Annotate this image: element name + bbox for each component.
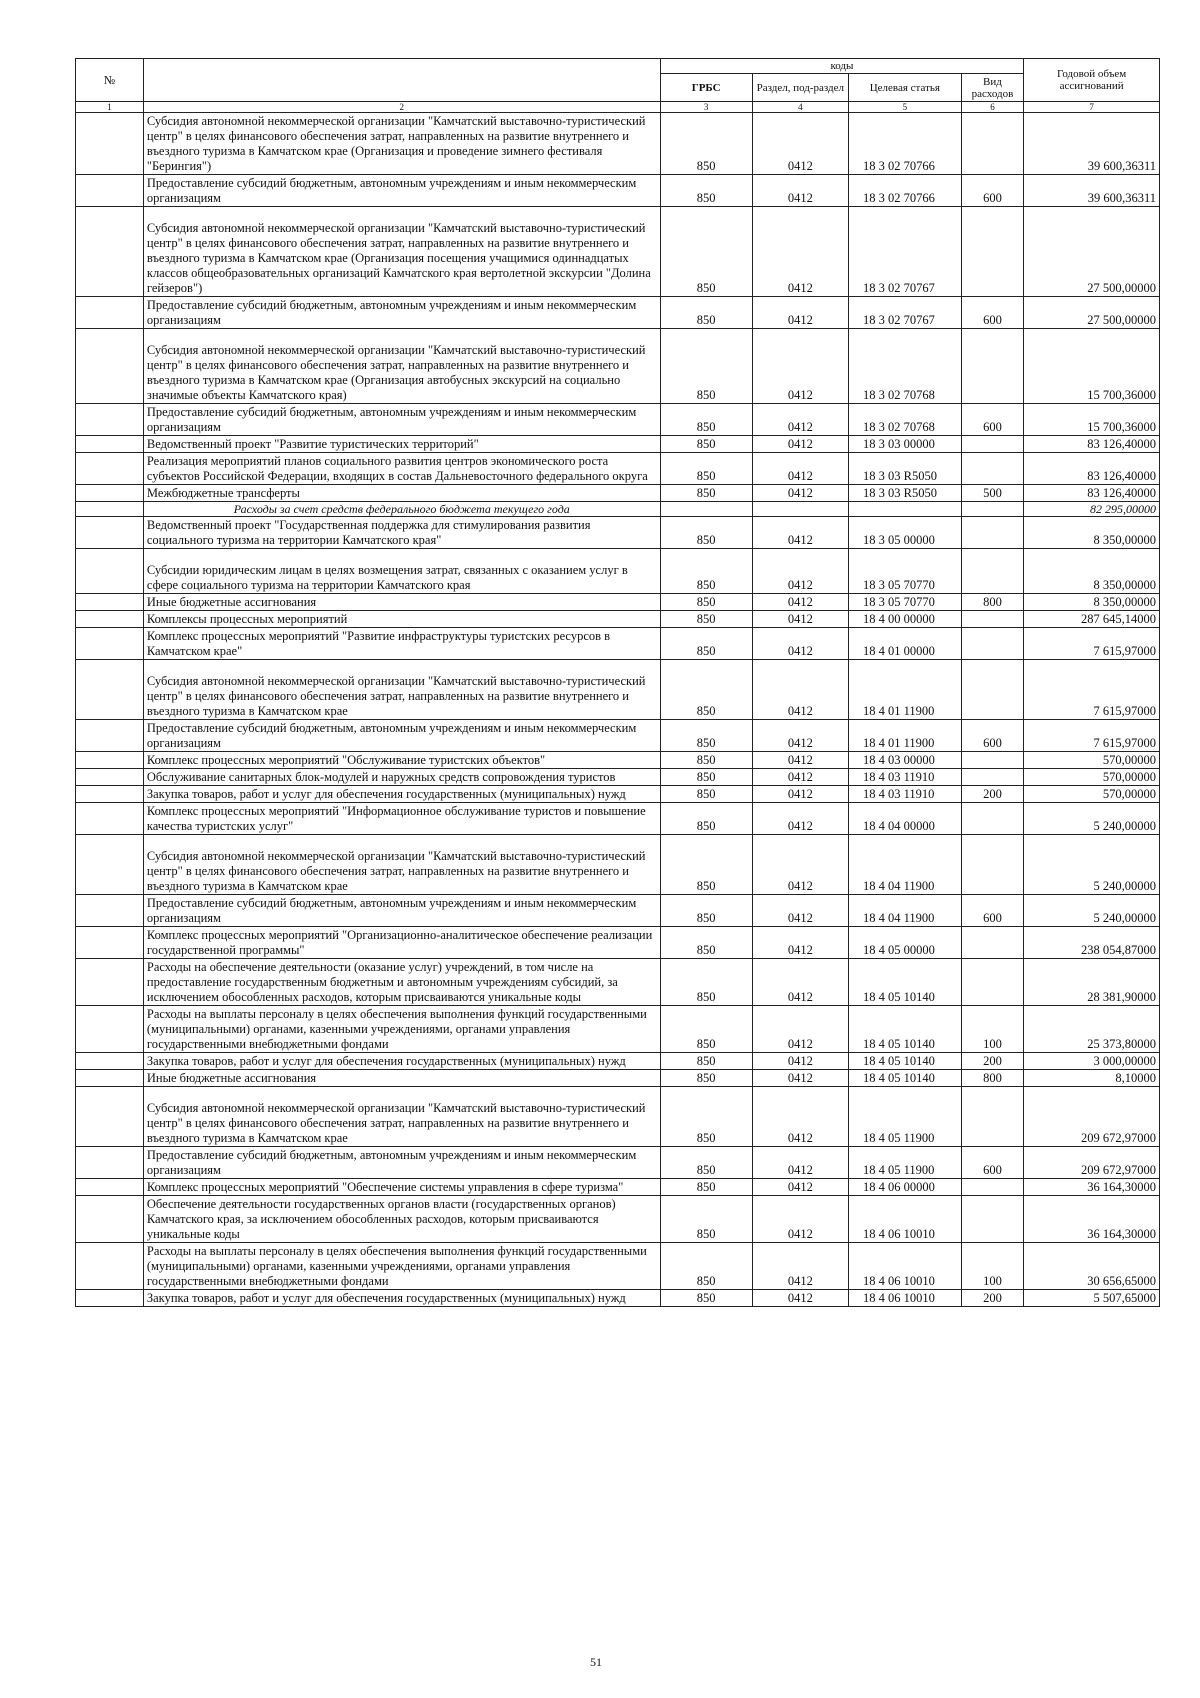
header-name-blank [143, 59, 660, 102]
row-amount-cell: 83 126,40000 [1024, 453, 1160, 485]
row-section-cell: 0412 [752, 1087, 848, 1147]
row-section-cell: 0412 [752, 1053, 848, 1070]
row-target-cell: 18 4 06 10010 [848, 1290, 961, 1307]
row-section-cell: 0412 [752, 594, 848, 611]
table-row [76, 1087, 1160, 1147]
row-name-cell: Субсидия автономной некоммерческой организации "Камчатский выставочно-туристический центр" в целях финансового обеспечения затрат, направленных на развитие внутреннего и въездного туризма в Камчатском крае (Организация автобусных экскурсий на социально значимые объекты Камчатского края) [143, 329, 660, 404]
row-expense-type-cell [961, 453, 1023, 485]
row-expense-type-cell: 600 [961, 404, 1023, 436]
table-row [76, 1006, 1160, 1053]
row-name-cell: Ведомственный проект "Государственная поддержка для стимулирования развития социального туризма на территории Камчатского края" [143, 517, 660, 549]
row-name-cell: Ведомственный проект "Развитие туристических территорий" [143, 436, 660, 453]
row-number-cell [76, 329, 144, 404]
row-grbs-cell: 850 [660, 1179, 752, 1196]
row-grbs-cell: 850 [660, 517, 752, 549]
header-column-numbers [76, 102, 1160, 113]
row-expense-type-cell: 800 [961, 1070, 1023, 1087]
row-expense-type-cell: 500 [961, 485, 1023, 502]
table-row [76, 786, 1160, 803]
row-section-cell: 0412 [752, 1179, 848, 1196]
row-grbs-cell: 850 [660, 835, 752, 895]
row-expense-type-cell [961, 752, 1023, 769]
row-amount-cell: 27 500,00000 [1024, 297, 1160, 329]
row-section-cell: 0412 [752, 752, 848, 769]
row-name-cell: Обслуживание санитарных блок-модулей и наружных средств сопровождения туристов [143, 769, 660, 786]
row-grbs-cell: 850 [660, 594, 752, 611]
row-target-cell: 18 3 03 00000 [848, 436, 961, 453]
row-target-cell: 18 4 05 10140 [848, 959, 961, 1006]
row-name-cell: Комплекс процессных мероприятий "Информационное обслуживание туристов и повышение качества туристских услуг" [143, 803, 660, 835]
budget-table-sheet [75, 58, 1160, 1307]
row-amount-cell: 570,00000 [1024, 769, 1160, 786]
row-name-cell: Предоставление субсидий бюджетным, автономным учреждениям и иным некоммерческим организациям [143, 404, 660, 436]
table-row [76, 1070, 1160, 1087]
row-name-cell: Предоставление субсидий бюджетным, автономным учреждениям и иным некоммерческим организациям [143, 175, 660, 207]
row-grbs-cell: 850 [660, 404, 752, 436]
row-target-cell: 18 3 02 70766 [848, 113, 961, 175]
row-amount-cell: 83 126,40000 [1024, 436, 1160, 453]
column-number: 2 [143, 102, 660, 113]
row-number-cell [76, 485, 144, 502]
row-section-cell: 0412 [752, 1243, 848, 1290]
row-name-cell: Реализация мероприятий планов социального развития центров экономического роста субъектов Российской Федерации, входящих в состав Дальневосточного федерального округа [143, 453, 660, 485]
row-target-cell: 18 3 02 70767 [848, 297, 961, 329]
row-expense-type-cell: 600 [961, 297, 1023, 329]
table-row [76, 927, 1160, 959]
row-number-cell [76, 959, 144, 1006]
header-target-article: Целевая статья [848, 74, 961, 102]
row-section-cell: 0412 [752, 1290, 848, 1307]
row-amount-cell: 15 700,36000 [1024, 404, 1160, 436]
row-grbs-cell: 850 [660, 436, 752, 453]
row-grbs-cell: 850 [660, 1006, 752, 1053]
row-amount-cell: 8 350,00000 [1024, 594, 1160, 611]
row-expense-type-cell [961, 1179, 1023, 1196]
row-number-cell [76, 594, 144, 611]
row-amount-cell: 209 672,97000 [1024, 1087, 1160, 1147]
table-row [76, 485, 1160, 502]
row-grbs-cell: 850 [660, 297, 752, 329]
table-row [76, 959, 1160, 1006]
row-target-cell: 18 4 05 10140 [848, 1053, 961, 1070]
row-grbs-cell: 850 [660, 803, 752, 835]
row-grbs-cell: 850 [660, 660, 752, 720]
row-target-cell: 18 4 04 11900 [848, 835, 961, 895]
row-grbs-cell [660, 502, 752, 517]
row-grbs-cell: 850 [660, 1147, 752, 1179]
row-amount-cell: 30 656,65000 [1024, 1243, 1160, 1290]
row-section-cell: 0412 [752, 453, 848, 485]
row-name-cell: Комплексы процессных мероприятий [143, 611, 660, 628]
table-row [76, 1243, 1160, 1290]
column-number: 1 [76, 102, 144, 113]
row-amount-cell: 5 507,65000 [1024, 1290, 1160, 1307]
row-expense-type-cell [961, 835, 1023, 895]
row-expense-type-cell [961, 113, 1023, 175]
row-number-cell [76, 1243, 144, 1290]
row-amount-cell: 7 615,97000 [1024, 720, 1160, 752]
header-section: Раздел, под-раздел [752, 74, 848, 102]
row-target-cell: 18 4 06 00000 [848, 1179, 961, 1196]
row-section-cell: 0412 [752, 1070, 848, 1087]
row-target-cell: 18 3 02 70766 [848, 175, 961, 207]
row-expense-type-cell [961, 1196, 1023, 1243]
row-section-cell: 0412 [752, 549, 848, 594]
row-target-cell: 18 4 01 00000 [848, 628, 961, 660]
header-grbs: ГРБС [660, 74, 752, 102]
table-row [76, 660, 1160, 720]
row-target-cell: 18 4 05 10140 [848, 1006, 961, 1053]
row-name-cell: Комплекс процессных мероприятий "Развитие инфраструктуры туристских ресурсов в Камчатском крае" [143, 628, 660, 660]
row-grbs-cell: 850 [660, 628, 752, 660]
row-amount-cell: 238 054,87000 [1024, 927, 1160, 959]
row-amount-cell: 7 615,97000 [1024, 628, 1160, 660]
row-number-cell [76, 895, 144, 927]
table-row [76, 803, 1160, 835]
row-amount-cell: 5 240,00000 [1024, 835, 1160, 895]
table-row [76, 207, 1160, 297]
row-number-cell [76, 1006, 144, 1053]
table-row [76, 1147, 1160, 1179]
row-target-cell: 18 3 05 70770 [848, 594, 961, 611]
row-expense-type-cell [961, 628, 1023, 660]
row-expense-type-cell [961, 769, 1023, 786]
row-number-cell [76, 436, 144, 453]
row-number-cell [76, 297, 144, 329]
row-name-cell: Закупка товаров, работ и услуг для обеспечения государственных (муниципальных) нужд [143, 1290, 660, 1307]
row-target-cell: 18 3 05 70770 [848, 549, 961, 594]
row-expense-type-cell: 600 [961, 175, 1023, 207]
row-section-cell: 0412 [752, 660, 848, 720]
table-row [76, 329, 1160, 404]
row-grbs-cell: 850 [660, 769, 752, 786]
row-number-cell [76, 720, 144, 752]
row-number-cell [76, 1196, 144, 1243]
row-target-cell: 18 4 05 10140 [848, 1070, 961, 1087]
row-expense-type-cell: 200 [961, 1290, 1023, 1307]
row-name-cell: Закупка товаров, работ и услуг для обеспечения государственных (муниципальных) нужд [143, 786, 660, 803]
row-section-cell: 0412 [752, 485, 848, 502]
row-number-cell [76, 611, 144, 628]
row-amount-cell: 5 240,00000 [1024, 895, 1160, 927]
table-row [76, 517, 1160, 549]
row-name-cell: Субсидия автономной некоммерческой организации "Камчатский выставочно-туристический центр" в целях финансового обеспечения затрат, направленных на развитие внутреннего и въездного туризма в Камчатском крае (Организация посещения учащимися одиннадцатых классов общеобразовательных организаций Камчатского края вертолетной экскурсии "Долина гейзеров") [143, 207, 660, 297]
row-amount-cell: 15 700,36000 [1024, 329, 1160, 404]
table-row [76, 175, 1160, 207]
row-expense-type-cell: 800 [961, 594, 1023, 611]
row-expense-type-cell [961, 803, 1023, 835]
row-number-cell [76, 786, 144, 803]
row-grbs-cell: 850 [660, 1196, 752, 1243]
row-section-cell [752, 502, 848, 517]
table-row [76, 720, 1160, 752]
row-number-cell [76, 1179, 144, 1196]
row-amount-cell: 7 615,97000 [1024, 660, 1160, 720]
row-grbs-cell: 850 [660, 786, 752, 803]
table-row [76, 1179, 1160, 1196]
row-target-cell: 18 4 05 11900 [848, 1087, 961, 1147]
row-section-cell: 0412 [752, 927, 848, 959]
row-amount-cell: 287 645,14000 [1024, 611, 1160, 628]
row-name-cell: Предоставление субсидий бюджетным, автономным учреждениям и иным некоммерческим организациям [143, 895, 660, 927]
row-section-cell: 0412 [752, 769, 848, 786]
row-target-cell: 18 4 03 11910 [848, 769, 961, 786]
row-target-cell: 18 3 03 R5050 [848, 453, 961, 485]
row-name-cell: Предоставление субсидий бюджетным, автономным учреждениям и иным некоммерческим организациям [143, 720, 660, 752]
row-expense-type-cell [961, 549, 1023, 594]
row-number-cell [76, 1290, 144, 1307]
table-row [76, 113, 1160, 175]
row-name-cell: Расходы за счет средств федерального бюджета текущего года [143, 502, 660, 517]
row-expense-type-cell [961, 502, 1023, 517]
row-name-cell: Комплекс процессных мероприятий "Обеспечение системы управления в сфере туризма" [143, 1179, 660, 1196]
table-row [76, 895, 1160, 927]
row-number-cell [76, 113, 144, 175]
column-number: 6 [961, 102, 1023, 113]
row-grbs-cell: 850 [660, 611, 752, 628]
table-row [76, 436, 1160, 453]
row-section-cell: 0412 [752, 207, 848, 297]
row-name-cell: Субсидия автономной некоммерческой организации "Камчатский выставочно-туристический центр" в целях финансового обеспечения затрат, направленных на развитие внутреннего и въездного туризма в Камчатском крае (Организация и проведение зимнего фестиваля "Берингия") [143, 113, 660, 175]
row-section-cell: 0412 [752, 297, 848, 329]
row-section-cell: 0412 [752, 720, 848, 752]
row-amount-cell: 5 240,00000 [1024, 803, 1160, 835]
table-row [76, 297, 1160, 329]
table-row [76, 835, 1160, 895]
row-expense-type-cell: 600 [961, 895, 1023, 927]
row-number-cell [76, 1147, 144, 1179]
row-expense-type-cell: 200 [961, 1053, 1023, 1070]
row-grbs-cell: 850 [660, 959, 752, 1006]
row-expense-type-cell [961, 207, 1023, 297]
row-amount-cell: 570,00000 [1024, 752, 1160, 769]
row-section-cell: 0412 [752, 835, 848, 895]
table-row [76, 628, 1160, 660]
row-name-cell: Субсидия автономной некоммерческой организации "Камчатский выставочно-туристический центр" в целях финансового обеспечения затрат, направленных на развитие внутреннего и въездного туризма в Камчатском крае [143, 835, 660, 895]
table-row [76, 1196, 1160, 1243]
row-number-cell [76, 549, 144, 594]
row-number-cell [76, 927, 144, 959]
row-target-cell: 18 4 05 11900 [848, 1147, 961, 1179]
row-section-cell: 0412 [752, 404, 848, 436]
budget-table [75, 58, 1160, 1307]
row-section-cell: 0412 [752, 959, 848, 1006]
row-grbs-cell: 850 [660, 927, 752, 959]
row-number-cell [76, 502, 144, 517]
row-number-cell [76, 175, 144, 207]
row-grbs-cell: 850 [660, 1070, 752, 1087]
row-grbs-cell: 850 [660, 1053, 752, 1070]
row-target-cell: 18 4 04 11900 [848, 895, 961, 927]
row-grbs-cell: 850 [660, 549, 752, 594]
row-expense-type-cell [961, 660, 1023, 720]
table-row [76, 769, 1160, 786]
row-name-cell: Расходы на выплаты персоналу в целях обеспечения выполнения функций государственными (муниципальными) органами, казенными учреждениями, органами управления государственными внебюджетными фондами [143, 1006, 660, 1053]
row-grbs-cell: 850 [660, 752, 752, 769]
row-number-cell [76, 207, 144, 297]
row-expense-type-cell [961, 611, 1023, 628]
row-number-cell [76, 404, 144, 436]
row-name-cell: Расходы на выплаты персоналу в целях обеспечения выполнения функций государственными (муниципальными) органами, казенными учреждениями, органами управления государственными внебюджетными фондами [143, 1243, 660, 1290]
row-number-cell [76, 660, 144, 720]
row-target-cell: 18 4 05 00000 [848, 927, 961, 959]
row-target-cell: 18 3 02 70767 [848, 207, 961, 297]
row-section-cell: 0412 [752, 1196, 848, 1243]
row-name-cell: Субсидия автономной некоммерческой организации "Камчатский выставочно-туристический центр" в целях финансового обеспечения затрат, направленных на развитие внутреннего и въездного туризма в Камчатском крае [143, 1087, 660, 1147]
row-amount-cell: 27 500,00000 [1024, 207, 1160, 297]
page-number: 51 [590, 1655, 602, 1669]
row-name-cell: Субсидии юридическим лицам в целях возмещения затрат, связанных с оказанием услуг в сфере социального туризма на территории Камчатского края [143, 549, 660, 594]
row-expense-type-cell: 100 [961, 1006, 1023, 1053]
row-target-cell: 18 4 01 11900 [848, 660, 961, 720]
row-number-cell [76, 769, 144, 786]
row-grbs-cell: 850 [660, 895, 752, 927]
row-section-cell: 0412 [752, 113, 848, 175]
row-number-cell [76, 752, 144, 769]
row-name-cell: Обеспечение деятельности государственных органов власти (государственных органов) Камчатского края, за исключением обособленных расходов, которым присваиваются уникальные коды [143, 1196, 660, 1243]
row-amount-cell: 39 600,36311 [1024, 113, 1160, 175]
row-name-cell: Закупка товаров, работ и услуг для обеспечения государственных (муниципальных) нужд [143, 1053, 660, 1070]
table-row [76, 611, 1160, 628]
row-number-cell [76, 517, 144, 549]
row-name-cell: Предоставление субсидий бюджетным, автономным учреждениям и иным некоммерческим организациям [143, 297, 660, 329]
row-expense-type-cell: 200 [961, 786, 1023, 803]
column-number: 5 [848, 102, 961, 113]
row-target-cell: 18 4 03 00000 [848, 752, 961, 769]
row-target-cell: 18 4 03 11910 [848, 786, 961, 803]
row-amount-cell: 209 672,97000 [1024, 1147, 1160, 1179]
row-amount-cell: 8 350,00000 [1024, 517, 1160, 549]
row-section-cell: 0412 [752, 517, 848, 549]
column-number: 3 [660, 102, 752, 113]
row-target-cell [848, 502, 961, 517]
row-amount-cell: 570,00000 [1024, 786, 1160, 803]
row-name-cell: Межбюджетные трансферты [143, 485, 660, 502]
row-grbs-cell: 850 [660, 1290, 752, 1307]
row-expense-type-cell [961, 436, 1023, 453]
table-row [76, 1290, 1160, 1307]
row-expense-type-cell [961, 927, 1023, 959]
row-expense-type-cell [961, 517, 1023, 549]
row-number-cell [76, 628, 144, 660]
row-number-cell [76, 803, 144, 835]
row-section-cell: 0412 [752, 895, 848, 927]
row-grbs-cell: 850 [660, 720, 752, 752]
row-expense-type-cell [961, 959, 1023, 1006]
row-grbs-cell: 850 [660, 1087, 752, 1147]
row-amount-cell: 8,10000 [1024, 1070, 1160, 1087]
row-amount-cell: 25 373,80000 [1024, 1006, 1160, 1053]
row-number-cell [76, 1087, 144, 1147]
row-section-cell: 0412 [752, 1006, 848, 1053]
row-amount-cell: 83 126,40000 [1024, 485, 1160, 502]
row-target-cell: 18 4 04 00000 [848, 803, 961, 835]
row-amount-cell: 3 000,00000 [1024, 1053, 1160, 1070]
table-row [76, 404, 1160, 436]
row-name-cell: Иные бюджетные ассигнования [143, 1070, 660, 1087]
row-expense-type-cell: 100 [961, 1243, 1023, 1290]
row-section-cell: 0412 [752, 175, 848, 207]
row-grbs-cell: 850 [660, 485, 752, 502]
row-name-cell: Субсидия автономной некоммерческой организации "Камчатский выставочно-туристический центр" в целях финансового обеспечения затрат, направленных на развитие внутреннего и въездного туризма в Камчатском крае [143, 660, 660, 720]
row-number-cell [76, 1053, 144, 1070]
row-section-cell: 0412 [752, 329, 848, 404]
row-section-cell: 0412 [752, 786, 848, 803]
header-annual-volume: Годовой объем ассигнований [1024, 59, 1160, 102]
row-expense-type-cell [961, 329, 1023, 404]
row-number-cell [76, 453, 144, 485]
table-row [76, 453, 1160, 485]
row-grbs-cell: 850 [660, 1243, 752, 1290]
table-row [76, 1053, 1160, 1070]
row-section-cell: 0412 [752, 436, 848, 453]
row-target-cell: 18 4 01 11900 [848, 720, 961, 752]
table-row [76, 502, 1160, 517]
row-target-cell: 18 3 02 70768 [848, 329, 961, 404]
table-row [76, 594, 1160, 611]
header-number: № [76, 59, 144, 102]
row-section-cell: 0412 [752, 1147, 848, 1179]
row-grbs-cell: 850 [660, 329, 752, 404]
row-target-cell: 18 3 02 70768 [848, 404, 961, 436]
row-expense-type-cell [961, 1087, 1023, 1147]
row-expense-type-cell: 600 [961, 720, 1023, 752]
row-name-cell: Расходы на обеспечение деятельности (оказание услуг) учреждений, в том числе на предоставление государственным бюджетным и автономным учреждениям субсидий, за исключением обособленных расходов, которым присваиваются уникальные коды [143, 959, 660, 1006]
row-section-cell: 0412 [752, 628, 848, 660]
table-row [76, 752, 1160, 769]
row-target-cell: 18 4 06 10010 [848, 1243, 961, 1290]
row-amount-cell: 28 381,90000 [1024, 959, 1160, 1006]
row-expense-type-cell: 600 [961, 1147, 1023, 1179]
row-target-cell: 18 3 03 R5050 [848, 485, 961, 502]
row-section-cell: 0412 [752, 611, 848, 628]
row-amount-cell: 8 350,00000 [1024, 549, 1160, 594]
row-amount-cell: 82 295,00000 [1024, 502, 1160, 517]
row-grbs-cell: 850 [660, 207, 752, 297]
row-name-cell: Комплекс процессных мероприятий "Организационно-аналитическое обеспечение реализации государственной программы" [143, 927, 660, 959]
row-name-cell: Предоставление субсидий бюджетным, автономным учреждениям и иным некоммерческим организациям [143, 1147, 660, 1179]
table-header [76, 59, 1160, 113]
row-target-cell: 18 4 00 00000 [848, 611, 961, 628]
row-grbs-cell: 850 [660, 113, 752, 175]
column-number: 4 [752, 102, 848, 113]
table-body [76, 113, 1160, 1307]
row-grbs-cell: 850 [660, 175, 752, 207]
row-name-cell: Иные бюджетные ассигнования [143, 594, 660, 611]
row-target-cell: 18 3 05 00000 [848, 517, 961, 549]
row-amount-cell: 36 164,30000 [1024, 1179, 1160, 1196]
header-codes: коды [660, 59, 1024, 74]
row-section-cell: 0412 [752, 803, 848, 835]
column-number: 7 [1024, 102, 1160, 113]
row-amount-cell: 36 164,30000 [1024, 1196, 1160, 1243]
row-amount-cell: 39 600,36311 [1024, 175, 1160, 207]
row-target-cell: 18 4 06 10010 [848, 1196, 961, 1243]
row-grbs-cell: 850 [660, 453, 752, 485]
table-row [76, 549, 1160, 594]
row-name-cell: Комплекс процессных мероприятий "Обслуживание туристских объектов" [143, 752, 660, 769]
row-number-cell [76, 835, 144, 895]
row-number-cell [76, 1070, 144, 1087]
header-expense-type: Вид расходов [961, 74, 1023, 102]
